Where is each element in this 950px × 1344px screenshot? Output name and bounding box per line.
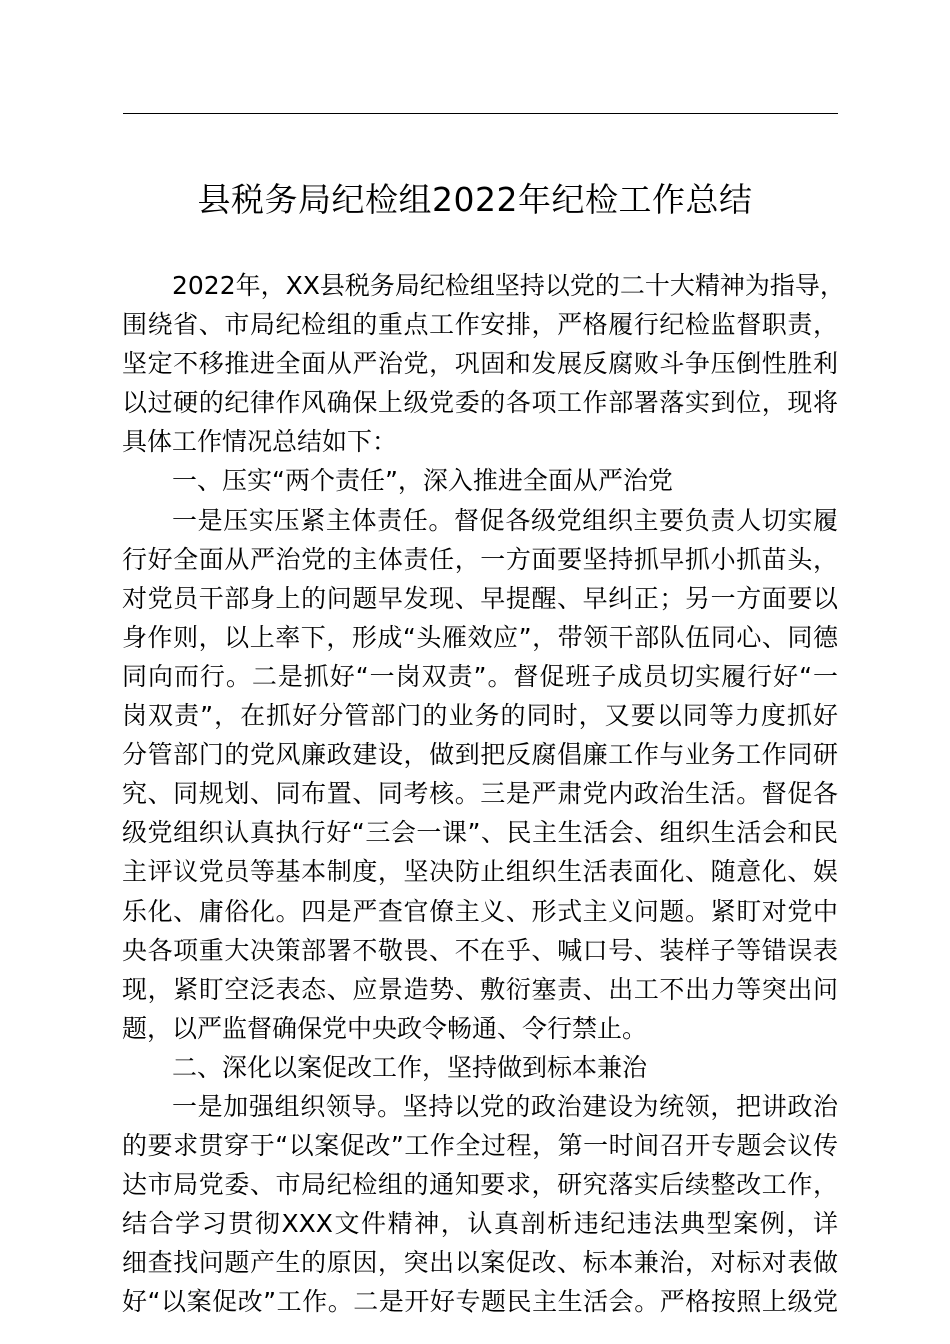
paragraph-line: 好“以案促改”工作。二是开好专题民主生活会。严格按照上级党 [122,1287,838,1317]
paragraph-line: 结合学习贯彻XXX文件精神，认真剖析违纪违法典型案例，详 [122,1209,838,1239]
paragraph-line: 同向而行。二是抓好“一岗双责”。督促班子成员切实履行好“一 [122,661,838,691]
paragraph-line: 以过硬的纪律作风确保上级党委的各项工作部署落实到位，现将 [122,388,838,418]
paragraph-line: 一是压实压紧主体责任。督促各级党组织主要负责人切实履 [172,505,838,535]
paragraph-line: 岗双责”，在抓好分管部门的业务的同时，又要以同等力度抓好 [122,701,838,731]
paragraph-line: 围绕省、市局纪检组的重点工作安排，严格履行纪检监督职责， [122,310,838,340]
section-heading: 一、压实“两个责任”，深入推进全面从严治党 [172,466,673,496]
paragraph-line: 分管部门的党风廉政建设，做到把反腐倡廉工作与业务工作同研 [122,740,838,770]
paragraph-line: 的要求贯穿于“以案促改”工作全过程，第一时间召开专题会议传 [122,1131,838,1161]
paragraph-line: 细查找问题产生的原因，突出以案促改、标本兼治，对标对表做 [122,1248,838,1278]
paragraph-line: 对党员干部身上的问题早发现、早提醒、早纠正；另一方面要以 [122,583,838,613]
document-body [122,266,845,1322]
paragraph-line: 题，以严监督确保党中央政令畅通、令行禁止。 [122,1013,648,1043]
header-rule [123,113,838,114]
paragraph-line: 主评议党员等基本制度，坚决防止组织生活表面化、随意化、娱 [122,857,838,887]
paragraph-line: 身作则，以上率下，形成“头雁效应”，带领干部队伍同心、同德 [122,622,838,652]
paragraph-line: 达市局党委、市局纪检组的通知要求，研究落实后续整改工作， [122,1170,838,1200]
document-title: 县税务局纪检组2022年纪检工作总结 [197,180,753,219]
paragraph-line: 一是加强组织领导。坚持以党的政治建设为统领，把讲政治 [172,1091,838,1121]
paragraph-line: 乐化、庸俗化。四是严查官僚主义、形式主义问题。紧盯对党中 [122,896,838,926]
paragraph-line: 现，紧盯空泛表态、应景造势、敷衍塞责、出工不出力等突出问 [122,974,838,1004]
paragraph-line: 级党组织认真执行好“三会一课”、民主生活会、组织生活会和民 [122,818,838,848]
section-heading: 二、深化以案促改工作，坚持做到标本兼治 [172,1052,648,1082]
paragraph-line: 央各项重大决策部署不敬畏、不在乎、喊口号、装样子等错误表 [122,935,838,965]
paragraph-line: 究、同规划、同布置、同考核。三是严肃党内政治生活。督促各 [122,779,838,809]
paragraph-line: 行好全面从严治党的主体责任，一方面要坚持抓早抓小抓苗头， [122,544,838,574]
paragraph-line: 具体工作情况总结如下： [122,427,398,457]
paragraph-line: 2022年，XX县税务局纪检组坚持以党的二十大精神为指导， [172,271,845,300]
paragraph-line: 坚定不移推进全面从严治党，巩固和发展反腐败斗争压倒性胜利 [122,349,838,379]
